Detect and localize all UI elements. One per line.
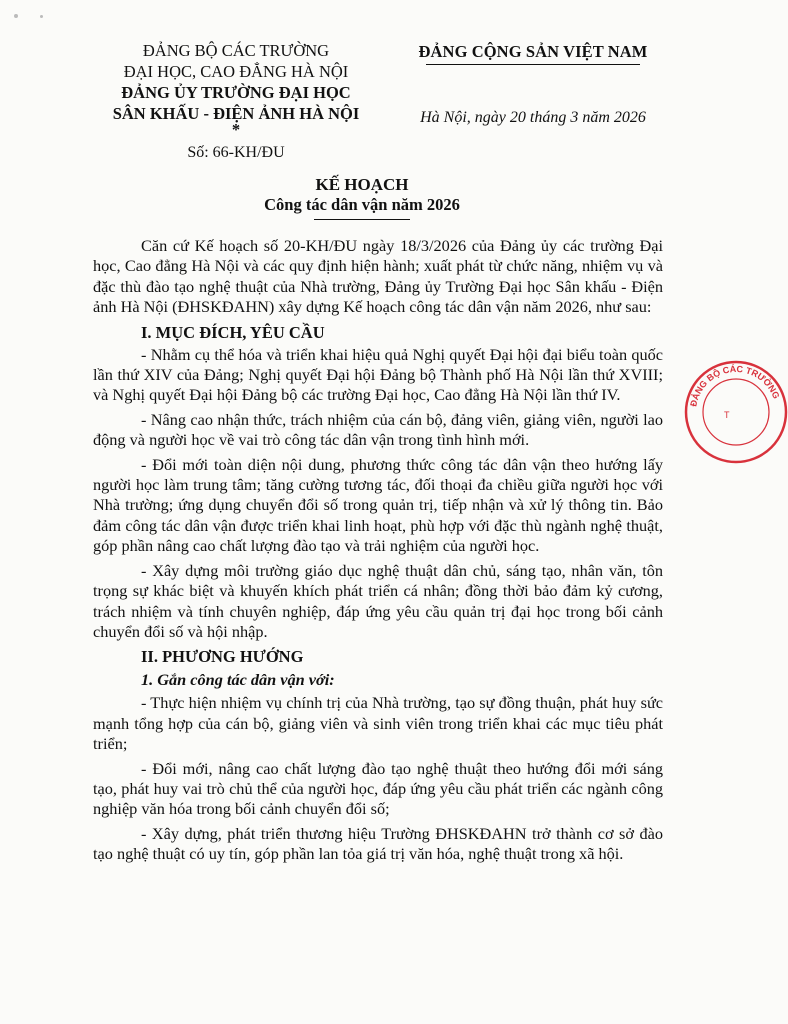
star-separator: * [231,120,241,139]
section-2-paragraph: - Đổi mới, nâng cao chất lượng đào tạo nghệ thuật theo hướng đổi mới sáng tạo, phát huy vai trò chủ thể của người học, đáp ứng yêu cầu phát triển các ngành công nghiệp văn hóa trong bối cảnh chuyển đổi số; [93,758,663,819]
org-line-4: SÂN KHẤU - ĐIỆN ẢNH HÀ NỘI [112,104,360,123]
seal-center-mark: T [724,410,730,420]
document-number: Số: 66-KH/ĐU [187,144,285,161]
section-1-paragraph: - Nâng cao nhận thức, trách nhiệm của cán bộ, đảng viên, giảng viên, người lao động và người học về vai trò công tác dân vận trong tình hình mới. [93,409,663,450]
org-line-1: ĐẢNG BỘ CÁC TRƯỜNG [142,41,330,60]
section-2-subheading: 1. Gắn công tác dân vận với: [141,670,335,690]
seal-text: ĐẢNG BỘ CÁC TRƯỜNG [688,363,782,408]
title-underline [314,219,410,220]
scan-speck [40,15,43,18]
scan-speck [14,14,18,18]
party-name: ĐẢNG CỘNG SẢN VIỆT NAM [418,42,648,61]
org-line-3: ĐẢNG ỦY TRƯỜNG ĐẠI HỌC [121,83,351,102]
section-1-heading: I. MỤC ĐÍCH, YÊU CẦU [141,322,325,342]
national-header [378,42,688,127]
document-body [93,236,663,869]
intro-paragraph: Căn cứ Kế hoạch số 20-KH/ĐU ngày 18/3/2026 của Đảng ủy các trường Đại học, Cao đẳng Hà Nội và các quy định hiện hành; xuất phát từ chức năng, nhiệm vụ và đặc thù đào tạo nghệ thuật của Nhà trường, Đảng ủy Trường Đại học Sân khấu - Điện ảnh Hà Nội (ĐHSKĐAHN) xây dựng Kế hoạch công tác dân vận năm 2026, như sau: [93,236,663,317]
issuing-organization [100,40,372,163]
section-2-paragraph: - Thực hiện nhiệm vụ chính trị của Nhà trường, tạo sự đồng thuận, phát huy sức mạnh tổng hợp của cán bộ, giảng viên và sinh viên trong triển khai các mục tiêu phát triển; [93,693,663,754]
document-title [0,175,724,220]
seal-outer-ring [686,362,786,462]
document-date: Hà Nội, ngày 20 tháng 3 năm 2026 [420,109,646,126]
seal-inner-ring [703,379,769,445]
section-1-paragraph: - Đổi mới toàn diện nội dung, phương thức công tác dân vận theo hướng lấy người học làm trung tâm; tăng cường tương tác, đối thoại đa chiều giữa người học với Nhà trường; ứng dụng chuyển đổi số trong quản trị, tiếp nhận và xử lý thông tin. Bảo đảm công tác dân vận được triển khai linh hoạt, phù hợp với đặc thù ngành nghệ thuật, góp phần nâng cao chất lượng đào tạo và trải nghiệm của người học. [93,454,663,556]
title-sub: Công tác dân vận năm 2026 [264,195,460,214]
party-underline [426,64,640,65]
section-2-paragraph: - Xây dựng, phát triển thương hiệu Trường ĐHSKĐAHN trở thành cơ sở đào tạo nghệ thuật có uy tín, góp phần lan tỏa giá trị văn hóa, nghệ thuật trong xã hội. [93,823,663,864]
section-2-heading: II. PHƯƠNG HƯỚNG [141,647,304,667]
section-1-paragraph: - Nhằm cụ thể hóa và triển khai hiệu quả Nghị quyết Đại hội đại biểu toàn quốc lần thứ XIV của Đảng; Nghị quyết Đại hội Đảng bộ Thành phố Hà Nội lần thứ XVIII; và Nghị quyết Đại hội Đảng bộ các trường Đại học, Cao đẳng Hà Nội lần thứ IV. [93,344,663,405]
title-main: KẾ HOẠCH [315,175,409,194]
section-1-paragraph: - Xây dựng môi trường giáo dục nghệ thuật dân chủ, sáng tạo, nhân văn, tôn trọng sự khác biệt và khuyến khích phát triển cá nhân; đồng thời bảo đảm kỷ cương, trách nhiệm và tính chuyên nghiệp, đáp ứng yêu cầu quản trị đại học trong bối cảnh chuyển đổi số và hội nhập. [93,560,663,641]
org-line-2: ĐẠI HỌC, CAO ĐẲNG HÀ NỘI [123,62,349,81]
red-seal-stamp [684,360,788,464]
